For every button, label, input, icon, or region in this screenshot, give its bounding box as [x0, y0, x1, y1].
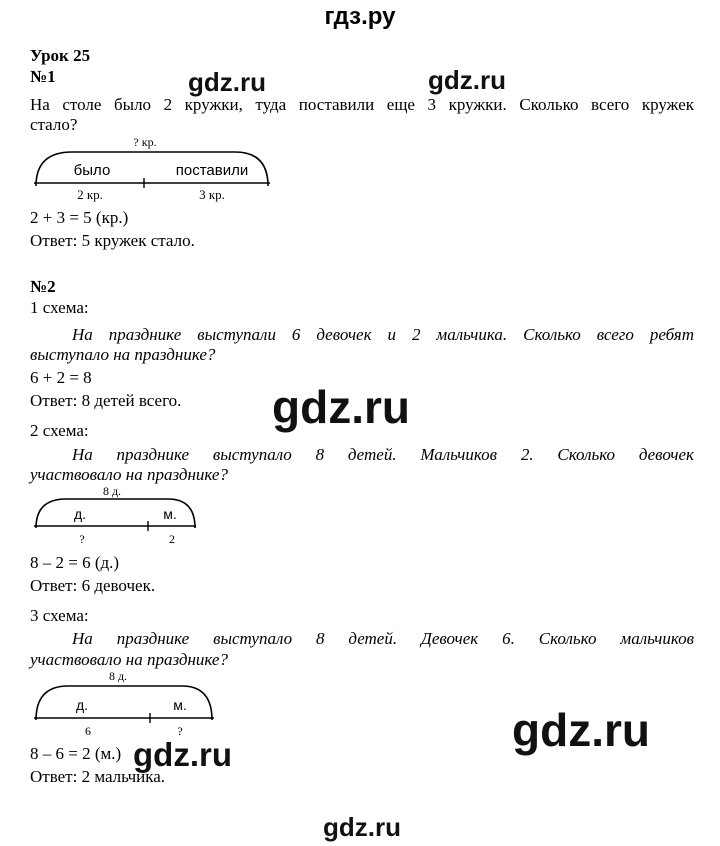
scheme2-text-line1: На празднике выступало 8 детей. Мальчиков 2. Сколько девочек: [72, 445, 694, 464]
task1-diagram-total: ? кр.: [133, 135, 157, 149]
scheme3-answer: Ответ: 2 мальчика.: [30, 767, 166, 786]
scheme2-answer: Ответ: 6 девочек.: [30, 576, 156, 595]
scheme3-diagram-left-value: 6: [85, 724, 91, 738]
scheme2-diagram-total: 8 д.: [102, 484, 122, 498]
scheme3-segment-diagram: [30, 664, 230, 740]
watermark: gdz.ru: [133, 736, 232, 773]
scheme3-text-line1: На празднике выступало 8 детей. Девочек 6. Сколько мальчиков: [72, 629, 694, 648]
scheme1-text-line1: На празднике выступали 6 девочек и 2 мальчика. Сколько всего ребят: [72, 325, 694, 344]
scheme3-diagram-right-part: м.: [173, 697, 187, 713]
scheme3-diagram-total: 8 д.: [108, 669, 128, 683]
scheme2-text-line2: участвовало на празднике?: [30, 465, 228, 484]
watermark: gdz.ru: [272, 381, 410, 433]
task1-solution: 2 + 3 = 5 (кр.): [30, 208, 129, 227]
watermark: gdz.ru: [188, 67, 266, 97]
watermark: gdz.ru: [428, 65, 506, 95]
scheme3-text-line2: участвовало на празднике?: [30, 650, 228, 669]
task1-text-line1: На столе было 2 кружки, туда поставили еще 3 кружки. Сколько всего кружек: [30, 95, 694, 114]
task1-segment-diagram: [30, 130, 280, 205]
task1-diagram-right-value: 3 кр.: [199, 187, 225, 202]
scheme2-diagram-right-part: м.: [163, 506, 177, 522]
scheme3-solution: 8 – 6 = 2 (м.): [30, 744, 122, 763]
scheme1-answer: Ответ: 8 детей всего.: [30, 391, 182, 410]
scheme2-solution: 8 – 2 = 6 (д.): [30, 553, 120, 572]
task1-number: №1: [30, 67, 56, 86]
scheme2-diagram-left-part: д.: [73, 506, 87, 522]
task1-text-line2: стало?: [30, 115, 78, 134]
scheme3-diagram-right-value: ?: [177, 724, 183, 738]
scheme3-label: 3 схема:: [30, 606, 89, 625]
watermark: gdz.ru: [512, 704, 650, 756]
scheme1-solution: 6 + 2 = 8: [30, 368, 92, 387]
scheme2-label: 2 схема:: [30, 421, 89, 440]
scheme1-text-line2: выступало на празднике?: [30, 345, 216, 364]
scheme2-segment-diagram: [30, 480, 210, 548]
scheme2-diagram-left-value: ?: [79, 532, 85, 546]
watermark: gdz.ru: [323, 812, 401, 842]
scheme2-diagram-right-value: 2: [169, 532, 175, 546]
scheme3-diagram-left-part: д.: [75, 697, 89, 713]
task2-number: №2: [30, 277, 56, 296]
site-header: гдз.ру: [324, 3, 396, 30]
lesson-title: Урок 25: [30, 46, 91, 65]
task1-answer: Ответ: 5 кружек стало.: [30, 231, 195, 250]
task1-diagram-right-part: поставили: [175, 162, 249, 179]
task1-diagram-left-value: 2 кр.: [77, 187, 103, 202]
task1-diagram-left-part: было: [73, 162, 111, 179]
scheme1-label: 1 схема:: [30, 298, 89, 317]
